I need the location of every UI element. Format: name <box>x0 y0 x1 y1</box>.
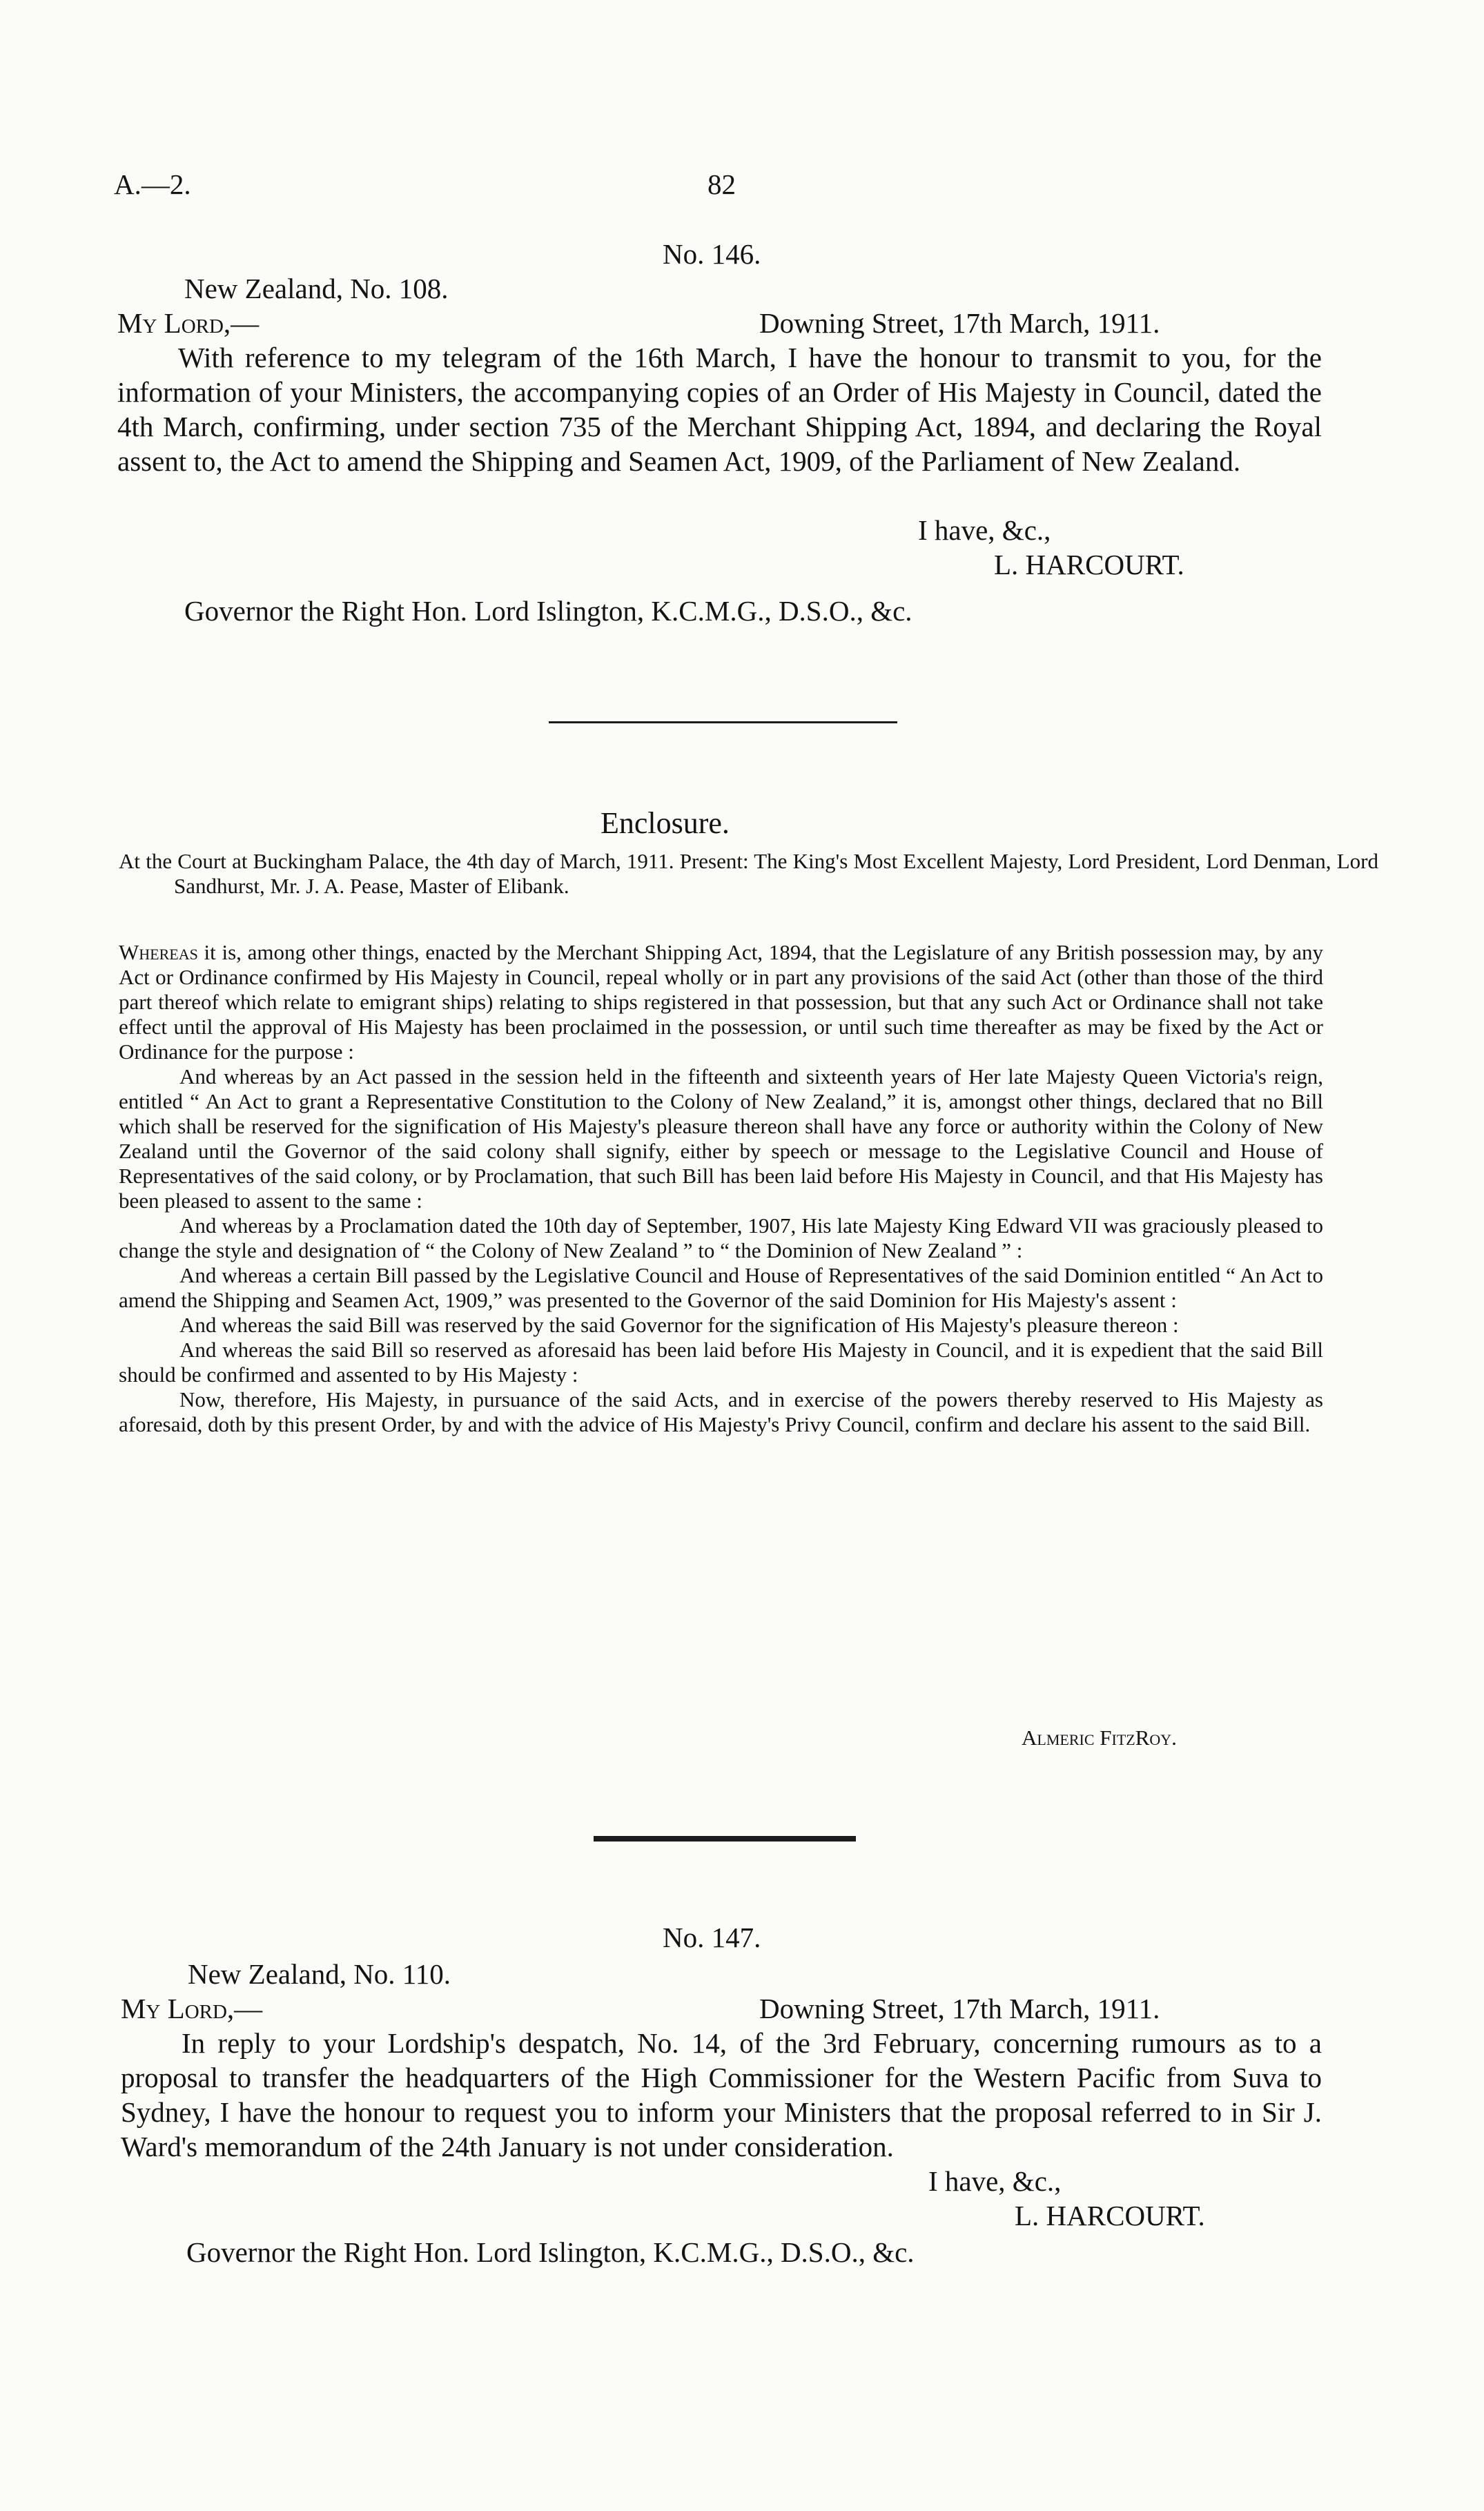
paragraph-1-text: it is, among other things, enacted by the Merchant Shipping Act, 1894, that the Legislature of any British possession may, by any Act or Ordinance confirmed by His Majesty in Council, repeal wholly or in part any provisions of the said Act (other than those of the third part thereof which relate to emigrant ships) relating to ships registered in that possession, but that any such Act or Ordinance shall not take effect until the approval of His Majesty has been proclaimed in the possession, or until such time thereafter as may be fixed by the Act or Ordinance for the purpose : <box>119 940 1323 1064</box>
place-date: Downing Street, 17th March, 1911. <box>759 1993 1160 2024</box>
letter-number: No. 147. <box>663 1922 761 1953</box>
court-statement: At the Court at Buckingham Palace, the 4th day of March, 1911. Present: The King's Most Excellent Majesty, Lord President, Lord Denman, Lord Sandhurst, Mr. J. A. Pease, Master of Elibank. <box>119 849 1378 898</box>
order-paragraph-2: And whereas by an Act passed in the session held in the fifteenth and sixteenth years of Her late Majesty Queen Victoria's reign, entitled “ An Act to grant a Representative Constitution to the Colony of New Zealand,” it is, amongst other things, declared that no Bill which shall be reserved for the signification of His Majesty's pleasure thereon shall have any force or authority within the Colony of New Zealand until the Governor of the said colony shall signify, either by speech or message to the Legislative Council and House of Representatives of the said colony, or by Proclamation, that such Bill has been laid before His Majesty in Council, and that His Majesty has been pleased to assent to the same : <box>119 1064 1323 1213</box>
order-paragraph-5: And whereas the said Bill was reserved by the said Governor for the signification of His Majesty's pleasure thereon : <box>179 1313 1179 1337</box>
letter-body: In reply to your Lordship's despatch, No. 14, of the 3rd February, concerning rumours as to a proposal to transfer the headquarters of the High Commissioner for the Western Pacific from Suva to Sydney, I have the honour to request you to inform your Ministers that the proposal referred to in Sir J. Ward's memorandum of the 24th January is not under consideration. <box>121 2027 1322 2162</box>
place-date: Downing Street, 17th March, 1911. <box>759 307 1160 339</box>
page-number: 82 <box>707 168 736 200</box>
order-paragraph-4: And whereas a certain Bill passed by the Legislative Council and House of Representatives of the said Dominion entitled “ An Act to amend the Shipping and Seamen Act, 1909,” was presented to the Governor of the said Dominion for His Majesty's assent : <box>119 1263 1323 1312</box>
closing: I have, &c., <box>928 2165 1062 2197</box>
signature: L. HARCOURT. <box>994 549 1184 580</box>
section-divider-heavy <box>594 1836 856 1841</box>
enclosure-title: Enclosure. <box>601 806 730 840</box>
despatch-number: New Zealand, No. 110. <box>188 1958 451 1990</box>
enclosure-signature: Almeric FitzRoy. <box>1022 1726 1177 1750</box>
salutation: My Lord,— <box>117 307 260 339</box>
addressee: Governor the Right Hon. Lord Islington, K.C.M.G., D.S.O., &c. <box>184 595 912 627</box>
document-reference: A.—2. <box>114 168 191 200</box>
section-divider <box>549 721 897 723</box>
order-paragraph-3: And whereas by a Proclamation dated the 10th day of September, 1907, His late Majesty King Edward VII was graciously pleased to change the style and designation of “ the Colony of New Zealand ” to “ the Dominion of New Zealand ” : <box>119 1213 1323 1262</box>
order-paragraph-1 <box>119 940 1323 1064</box>
salutation: My Lord,— <box>121 1993 263 2024</box>
order-text <box>119 940 1323 1437</box>
signature: L. HARCOURT. <box>1015 2200 1205 2231</box>
order-paragraph-6: And whereas the said Bill so reserved as aforesaid has been laid before His Majesty in Council, and it is expedient that the said Bill should be confirmed and assented to by His Majesty : <box>119 1338 1323 1387</box>
addressee: Governor the Right Hon. Lord Islington, K.C.M.G., D.S.O., &c. <box>186 2236 915 2268</box>
despatch-number: New Zealand, No. 108. <box>184 273 449 304</box>
whereas-word: Whereas <box>119 940 198 964</box>
closing: I have, &c., <box>918 514 1051 546</box>
letter-body: With reference to my telegram of the 16th March, I have the honour to transmit to you, for the information of your Ministers, the accompanying copies of an Order of His Majesty in Council, dated the 4th March, confirming, under section 735 of the Merchant Shipping Act, 1894, and declaring the Royal assent to, the Act to amend the Shipping and Seamen Act, 1909, of the Parliament of New Zealand. <box>117 342 1322 477</box>
order-paragraph-7: Now, therefore, His Majesty, in pursuance of the said Acts, and in exercise of the powers thereby reserved to His Majesty as aforesaid, doth by this present Order, by and with the advice of His Majesty's Privy Council, confirm and declare his assent to the said Bill. <box>119 1387 1323 1436</box>
letter-number: No. 146. <box>663 238 761 270</box>
